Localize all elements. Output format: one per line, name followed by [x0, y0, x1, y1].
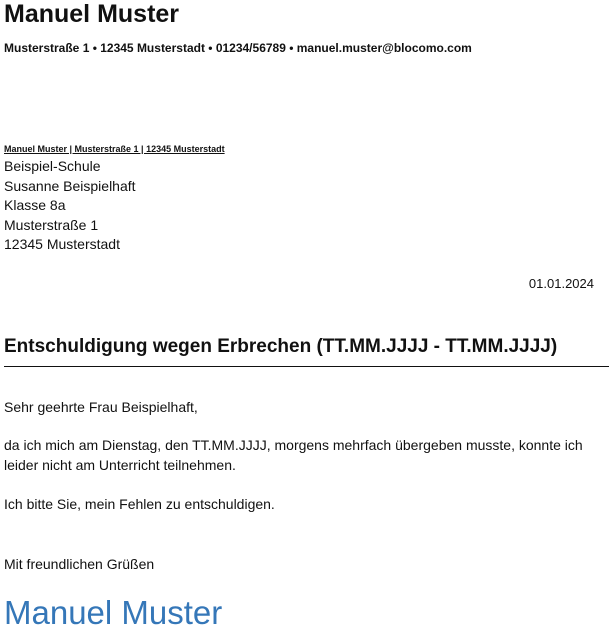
recipient-line-class: Klasse 8a — [4, 197, 66, 213]
letter-salutation: Sehr geehrte Frau Beispielhaft, — [4, 399, 198, 415]
letter-closing: Mit freundlichen Grüßen — [4, 556, 155, 572]
recipient-line-street: Musterstraße 1 — [4, 216, 99, 233]
letter-paragraph-1: da ich mich am Dienstag, den TT.MM.JJJJ, morgens mehrfach übergeben musste, konnte ich leider nicht am Unterricht teilnehmen. — [4, 437, 583, 473]
return-address-line: Manuel Muster | Musterstraße 1 | 12345 Musterstadt — [4, 144, 225, 154]
recipient-line-city: 12345 Musterstadt — [4, 236, 120, 252]
recipient-line-school: Beispiel-Schule — [4, 158, 101, 174]
letter-date: 01.01.2024 — [528, 276, 594, 291]
sender-name: Manuel Muster — [4, 0, 180, 28]
recipient-line-person: Susanne Beispielhaft — [4, 177, 136, 194]
signature: Manuel Muster — [4, 594, 223, 631]
subject-divider — [4, 366, 609, 367]
letter-subject: Entschuldigung wegen Erbrechen (TT.MM.JJJJ - TT.MM.JJJJ) — [4, 336, 558, 357]
letter-paragraph-2: Ich bitte Sie, mein Fehlen zu entschuldigen. — [4, 496, 275, 512]
recipient-address — [4, 157, 136, 255]
sender-contact-line: Musterstraße 1 • 12345 Musterstadt • 01234/56789 • manuel.muster@blocomo.com — [4, 41, 472, 55]
